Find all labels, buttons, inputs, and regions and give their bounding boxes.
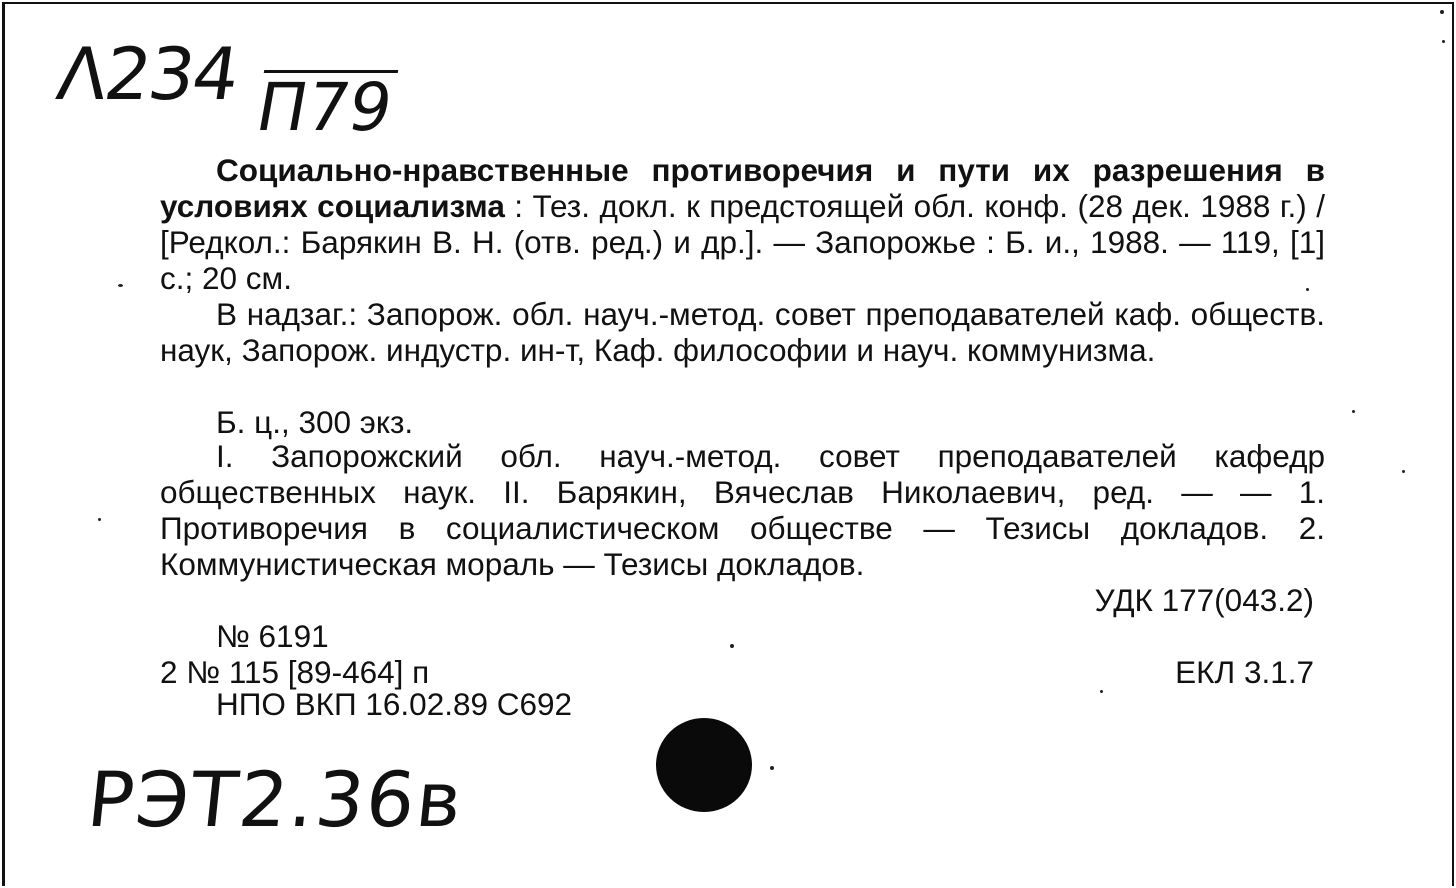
speck <box>1306 288 1309 291</box>
speck <box>770 766 774 770</box>
card-number: № 6191 <box>216 618 329 654</box>
handwritten-accession-mark: РЭТ2.36в <box>83 755 469 844</box>
speck <box>1442 40 1445 43</box>
speck <box>1352 410 1355 413</box>
handwritten-shelf-code: П79 <box>250 69 399 146</box>
price-and-print-run: Б. ц., 300 экз. <box>216 404 414 440</box>
subject-tracings: I. Запорожский обл. науч.-метод. совет преподавателей кафедр общественных наук. II. Барякин, Вячеслав Николаевич, ред. — — 1. Противоречия в социалистическом обществе — Тезисы докладов. 2. Коммунистическая мораль — Тезисы докладов. <box>160 438 1325 582</box>
speck <box>1402 470 1405 473</box>
speck <box>1440 10 1444 14</box>
bibliographic-entry <box>160 152 1325 296</box>
speck <box>1100 690 1103 693</box>
handwritten-shelf-mark: Λ234 <box>52 32 243 116</box>
udk-classification: УДК 177(043.2) <box>1094 582 1314 618</box>
entry-title: Социально-нравственные противоречия и пути их разрешения в условиях социализма <box>160 152 1325 224</box>
ekl-classification: ЕКЛ 3.1.7 <box>1175 654 1314 690</box>
speck <box>118 284 123 287</box>
order-number: 2 № 115 [89-464] п <box>160 654 430 690</box>
speck <box>730 644 734 648</box>
headnote: В надзаг.: Запорож. обл. науч.-метод. совет преподавателей каф. обществ. наук, Запорож. индустр. ин-т, Каф. философии и науч. коммунизма. <box>160 296 1325 368</box>
speck <box>98 518 101 521</box>
punch-hole <box>656 718 752 812</box>
printer-line: НПО ВКП 16.02.89 С692 <box>216 686 573 722</box>
entry-description: : Тез. докл. к предстоящей обл. конф. (28 дек. 1988 г.) / [Редкол.: Барякин В. Н. (отв. ред.) и др.]. — Запорожье : Б. и., 1988. — 119, [1] с.; 20 см. <box>160 188 1325 296</box>
